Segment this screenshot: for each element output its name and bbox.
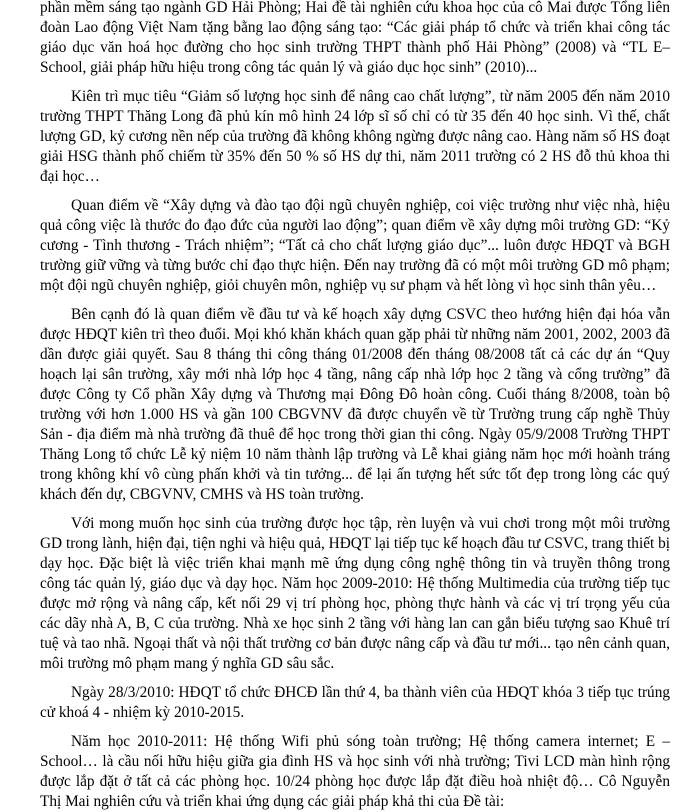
paragraph-school-year-2010-2011: Năm học 2010-2011: Hệ thống Wifi phủ sóng toàn trường; Hệ thống camera internet; E – School… là cầu nối hữu hiệu giữa gia đình HS và học sinh với nhà trường; Tivi LCD màn hình rộng được lắp đặt ở tất cả các phòng học. 10/24 phòng học được lắp đặt điều hoà nhiệt độ… Cô Nguyễn Thị Mai nghiên cứu và triển khai ứng dụng các giải pháp khả thi của Đề tài: xyxy=(40,733,670,810)
paragraph-staff-viewpoint: Quan điểm về “Xây dựng và đào tạo đội ngũ chuyên nghiệp, coi việc trường như việc nhà, hiệu quả công việc là thước đo đạo đức của người lao động”; quan điểm về xây dựng môi trường GD: “Kỷ cương - Tình thương - Trách nhiệm”; “Tất cả cho chất lượng giáo dục”... luôn được HĐQT và BGH trường giữ vững và từng bước chỉ đạo thực hiện. Đến nay trường đã có một môi trường GD mô phạm; một đội ngũ chuyên nghiệp, giỏi chuyên môn, nghiệp vụ sư phạm và hết lòng vì học sinh thân yêu… xyxy=(40,197,670,294)
paragraph-awards: phần mềm sáng tạo ngành GD Hải Phòng; Hai đề tài nghiên cứu khoa học của cô Mai được Tổng liên đoàn Lao động Việt Nam tặng bằng lao động sáng tạo: “Các giải pháp tổ chức và triển khai công tác giáo dục văn hoá học đường cho học sinh trường THPT thành phố Hải Phòng” (2008) và “TL E–School, giải pháp hữu hiệu trong công tác quản lý và giáo dục học sinh” (2010)... xyxy=(40,0,670,76)
paragraph-facilities-investment: Bên cạnh đó là quan điểm về đầu tư và kế hoạch xây dựng CSVC theo hướng hiện đại hóa vẫn được HĐQT kiên trì theo đuổi. Mọi khó khăn khách quan gặp phải từ những năm 2001, 2002, 2003 đã dần được giải quyết. Sau 8 tháng thi công tháng 01/2008 đến tháng 08/2008 tất cả các dự án “Quy hoạch lại sân trường, xây mới nhà lớp học 4 tầng, nâng cấp nhà lớp học 2 tầng và cổng trường” đã được Công ty Cổ phần Xây dựng và Thương mại Đông Đô hoàn công. Cuối tháng 8/2008, toàn bộ trường với hơn 1.000 HS và gần 100 CBGVNV đã được chuyển về từ Trường trung cấp nghề Thủy Sản - địa điểm mà nhà trường đã thuê để học trong thời gian thi công. Ngày 05/9/2008 Trường THPT Thăng Long tổ chức Lễ kỷ niệm 10 năm thành lập trường và Lễ khai giảng năm học mới hoành tráng trong không khí vô cùng phấn khởi và tin tưởng... để lại ấn tượng hết sức tốt đẹp trong lòng các quý khách đến dự, CBGVNV, CMHS và HS toàn trường. xyxy=(40,306,670,503)
paragraph-quality-goal: Kiên trì mục tiêu “Giảm số lượng học sinh để nâng cao chất lượng”, từ năm 2005 đến năm 2010 trường THPT Thăng Long đã phủ kín mô hình 24 lớp sĩ số chỉ có từ 35 đến 40 học sinh. Vì thế, chất lượng GD, kỷ cương nền nếp của trường đã không không ngừng được nâng cao. Hàng năm số HS đoạt giải HSG thành phố chiếm từ 35% đến 50 % số HS dự thi, năm 2011 trường có 2 HS đỗ thủ khoa thi đại học… xyxy=(40,88,670,185)
paragraph-ict-application: Với mong muốn học sinh của trường được học tập, rèn luyện và vui chơi trong một môi trường GD trong lành, hiện đại, tiện nghi và hiệu quả, HĐQT lại tiếp tục kế hoạch đầu tư CSVC, trang thiết bị dạy học. Đặc biệt là việc triển khai mạnh mẽ ứng dụng công nghệ thông tin và truyền thông trong công tác quản lý, giáo dục và dạy học. Năm học 2009-2010: Hệ thống Multimedia của trường tiếp tục được mở rộng và nâng cấp, kết nối 29 vị trí phòng học, phòng thực hành và các vị trí trọng yếu của các dãy nhà A, B, C của trường. Nhà xe học sinh 2 tầng với hàng lan can gắn biểu tượng sao Khuê trí tuệ và tao nhã. Ngoại thất và nội thất trường cơ bản được nâng cấp và đầu tư mới... tạo nên cảnh quan, môi trường mô phạm mang ý nghĩa GD sâu sắc. xyxy=(40,515,670,672)
paragraph-shareholder-meeting: Ngày 28/3/2010: HĐQT tổ chức ĐHCĐ lần thứ 4, ba thành viên của HĐQT khóa 3 tiếp tục trúng cử khoá 4 - nhiệm kỳ 2010-2015. xyxy=(40,684,670,721)
